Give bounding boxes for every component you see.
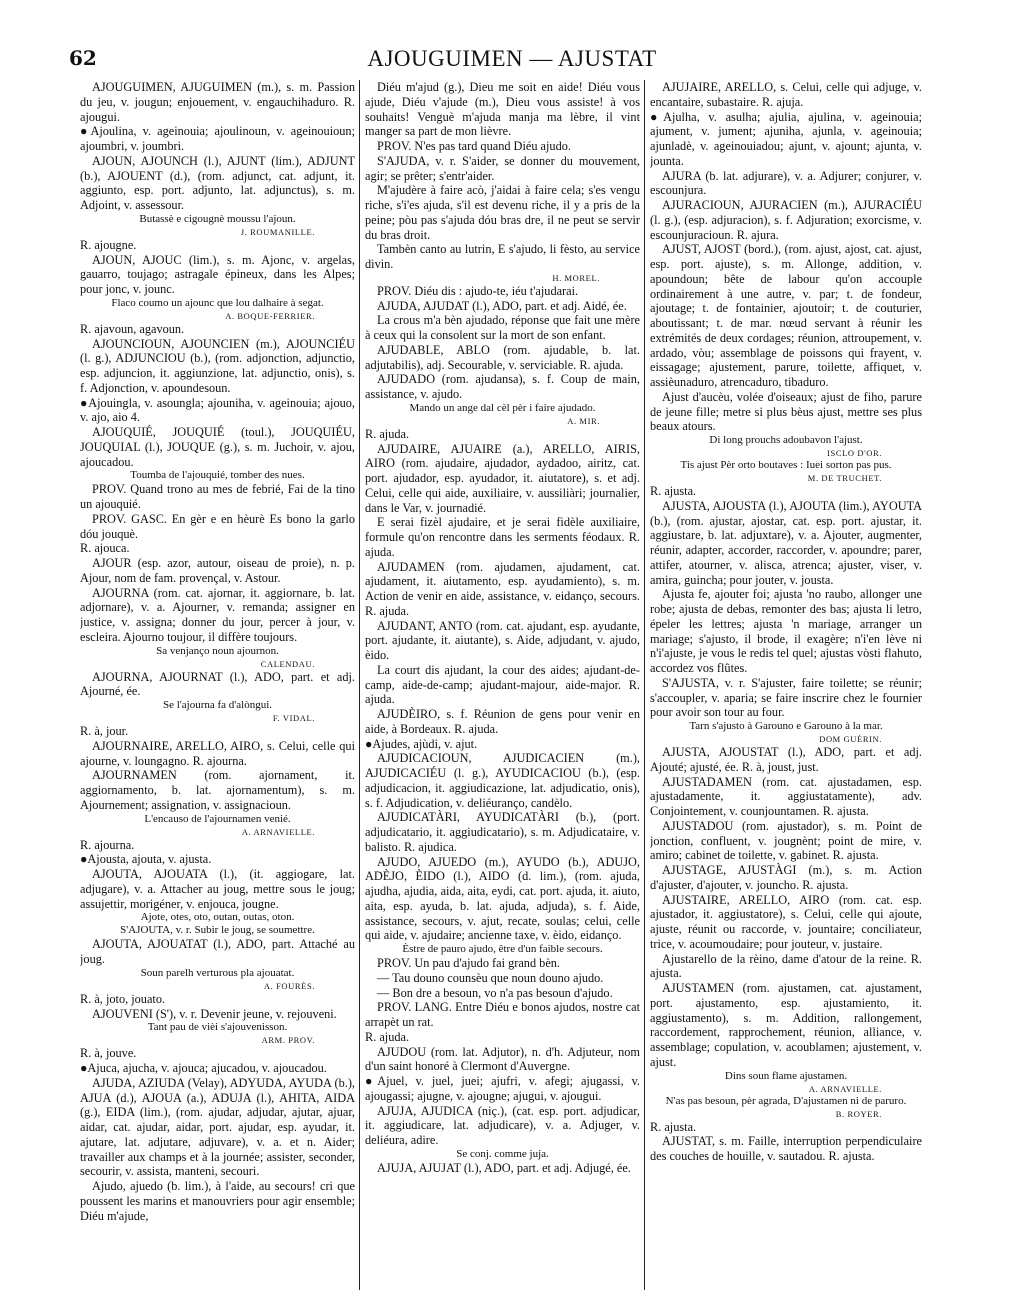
dictionary-entry: AJUDAMEN (rom. ajudamen, ajudament, cat. ajudament, it. aiutamento, esp. ayudamiento), s. m. Action de venir en aide, assistance, v. eidanço, secours. R. ajuda. xyxy=(365,559,640,618)
dictionary-entry: AJOUTA, AJOUATA (l.), (it. aggiogare, lat. adjugare), v. a. Attacher au joug, mettre sous le joug; assujettir, morigéner, v. enjouca, jougne. xyxy=(80,867,355,911)
citation-verse: Se conj. comme juja. xyxy=(456,1147,549,1160)
dictionary-entry: AJUDA, AJUDAT (l.), ADO, part. et adj. Aidé, ée. xyxy=(377,298,627,313)
citation-attribution: A. BOQUE-FERRIER. xyxy=(225,310,315,321)
dictionary-entry: R. ajavoun, agavoun. xyxy=(80,321,185,336)
dictionary-entry: AJUSTADAMEN (rom. cat. ajustadamen, esp. ajustadamente, it. aggiustatamente), adv. Conjointement, v. counjountamen. R. ajusta. xyxy=(650,774,922,818)
dictionary-entry: La court dis ajudant, la cour des aides; ajudant-de-camp, aide-de-camp; ajudant-majour, aide-major. R. ajuda. xyxy=(365,662,640,707)
citation-verse: L'encauso de l'ajournamen venié. xyxy=(144,812,291,825)
citation-verse: Soun parelh verturous pla ajouatat. xyxy=(140,966,295,979)
citation-attribution: J. ROUMANILLE. xyxy=(240,226,315,237)
citation-verse: Se l'ajourna fa d'alòngui. xyxy=(162,699,273,711)
column-rule-1 xyxy=(359,80,360,1290)
citation-verse: Di long prouchs adoubavon l'ajust. xyxy=(709,434,863,446)
citation-verse: Dins soun flame ajustamen. xyxy=(724,1069,848,1082)
dictionary-entry: PROV. N'es pas tard quand Diéu ajudo. xyxy=(377,139,571,153)
dictionary-entry: AJUDANT, ANTO (rom. cat. ajudant, esp. ayudante, port. ajudante, it. aiutante), s. Aide, adjudant, v. ajudo, èido. xyxy=(365,618,640,662)
citation-attribution: ISCLO D'OR. xyxy=(827,448,882,458)
citation-attribution: DOM GUÉRIN. xyxy=(819,734,882,744)
dictionary-entry: AJUDO, AJUEDO (m.), AYUDO (b.), ADUJO, ADÈJO, ÈIDO (l.), AIDO (d. lim.), (rom. ajuda, ajudha, ajudia, aida, aita, eydi, cat. port. ajuda, it. aiuto, aita, esp. ayuda, b. lat. ajuda, adjuda), s. f. Aide, assistance, secours, v. ajut, recate, soulas; celui, celle qui aide, v. ajudaire; ancienne taxe, v. èido, eidanço. xyxy=(365,854,640,943)
dictionary-entry: AJOUN, AJOUNCH (l.), AJUNT (lim.), ADJUNT (b.), AJOUENT (d.), (rom. adjunct, cat. adjunt, it. aggiunto, esp. port. adjunto, lat. adjunctus), s. m. Adjoint, v. assessour. xyxy=(80,153,355,212)
citation-attribution: ARM. PROV. xyxy=(261,1035,315,1046)
dictionary-entry: R. ajusta. xyxy=(650,1119,697,1134)
citation-verse: Butassè e cigougnè moussu l'ajoun. xyxy=(139,212,296,225)
dictionary-entry: Ajusta fe, ajouter foi; ajusta 'no raubo, allonger une robe; ajusta de debas, remonter des bas; ajusta li letro, épeler les lettres; ajusta 'n mariage, arranger un mariage; s'ajusto, il brode, il exagère; n'i'en lève ni n'i'ajuste, je vous le redis tel quel; ajustas vòsti flahuto, accordez vos flûtes. xyxy=(650,587,922,675)
dictionary-entry: Ajudo, ajuedo (b. lim.), à l'aide, au secours! cri que poussent les marins et manouvriers pour agir ensemble; Diéu m'ajude, xyxy=(80,1179,355,1223)
dictionary-entry: — Bon dre a besoun, vo n'a pas besoun d'ajudo. xyxy=(377,985,613,1000)
dictionary-entry: S'AJUSTA, v. r. S'ajuster, faire toilette; se réunir; s'accoupler, v. aparia; se faire inscrire chez le fournier pour avoir son tour au four. xyxy=(650,675,922,720)
dictionary-entry: AJUSTAGE, AJUSTÀGI (m.), s. m. Action d'ajuster, d'ajouter, v. jouncho. R. ajusta. xyxy=(650,863,922,892)
citation-verse: Ajote, otes, oto, outan, outas, oton. xyxy=(140,911,295,924)
citation-attribution: B. ROYER. xyxy=(835,1108,882,1119)
citation-attribution: A. FOURÈS. xyxy=(263,980,315,991)
dictionary-entry: PROV. Diéu dis : ajudo-te, iéu t'ajudarai. xyxy=(377,283,579,298)
citation-attribution: F. VIDAL. xyxy=(272,713,315,723)
citation-verse: Tant pau de vièi s'ajouvenisson. xyxy=(147,1021,288,1034)
column-2 xyxy=(365,80,640,1290)
citation-attribution: H. MOREL. xyxy=(552,272,600,283)
dictionary-entry: PROV. Un pau d'ajudo fai grand bèn. xyxy=(377,956,560,970)
dictionary-entry: AJUJA, AJUDICA (niç.), (cat. esp. port. adjudicar, it. aggiudicare, lat. adjudicare), v. a. Adjuger, v. deliéura, adire. xyxy=(365,1103,640,1147)
dictionary-entry: PROV. GASC. En gèr e en hèurè Es bono la garlo dóu jouquè. xyxy=(80,511,355,541)
dictionary-entry: R. ajourna. xyxy=(80,837,135,852)
dictionary-entry: M'ajudère à faire acò, j'aidai à faire cela; s'es vengu riche, s'i'es ajuda, s'il est devenu riche, il y a pris de la peine; pòu pas s'ajuda dóu bras dre, il ne peut se servir du bras droit. xyxy=(365,183,640,242)
dictionary-entry: PROV. LANG. Entre Diéu e bonos ajudos, nostre cat arrapèt un rat. xyxy=(365,1000,640,1029)
dictionary-entry: Ajust d'aucèu, volée d'oiseaux; ajust de fiho, parure de jeune fille; metre si plus bèus ajust, mettre ses plus beaux atours. xyxy=(650,389,922,434)
dictionary-entry: ●Ajousta, ajouta, v. ajusta. xyxy=(80,852,212,867)
citation-verse: Mando un ange dal cèl pèr i faire ajudado. xyxy=(409,401,596,414)
dictionary-entry: AJUDICACIOUN, AJUDICACIEN (m.), AJUDICACIÉU (l. g.), AYUDICACIOU (b.), (esp. adjudicacion, it. aggiudicazione, lat. adjudicatio, onis), s. f. Adjudication, v. deliéuranço, candèlo. xyxy=(365,751,640,810)
citation-verse: Toumba de l'ajouquié, tomber des nues. xyxy=(130,469,305,482)
dictionary-entry: AJUJA, AJUJAT (l.), ADO, part. et adj. Adjugé, ée. xyxy=(377,1160,631,1175)
dictionary-entry: AJUSTA, AJOUSTA (l.), AJOUTA (lim.), AYOUTA (b.), (rom. ajustar, ajostar, cat. esp. port. ajustar, it. aggiustare, b. lat. adjuxtare), v. a. Ajouter, augmenter, réunir, adapter, accorder, raccorder, v. apoundre; parer, attifer, atourner, v. alisca, atrenca; ajuster, viser, v. amira, guincha; pour jouter, v. jousta. xyxy=(650,498,922,587)
dictionary-entry: R. à, joto, jouato. xyxy=(80,991,166,1006)
dictionary-entry: AJUDADO (rom. ajudansa), s. f. Coup de main, assistance, v. ajudo. xyxy=(365,372,640,401)
dictionary-entry: R. ajuda. xyxy=(365,426,410,441)
dictionary-entry: AJUDOU (rom. lat. Adjutor), n. d'h. Adjuteur, nom d'un saint honoré à Clermont d'Auvergne. xyxy=(365,1044,640,1074)
citation-attribution: M. DE TRUCHET. xyxy=(807,473,882,483)
dictionary-entry: AJUDÈIRO, s. f. Réunion de gens pour venir en aide, à Bordeaux. R. ajuda. xyxy=(365,707,640,736)
dictionary-entry: Diéu m'ajud (g.), Dieu me soit en aide! Diéu vous ajude, Diéu v'ajude (m.), Dieu vous assiste! à vos souhaits! Venguè m'ajuda manja ma lèbre, il vint manger sa part de mon lièvre. xyxy=(365,80,640,139)
dictionary-entry: AJOUVENI (S'), v. r. Devenir jeune, v. rejouveni. xyxy=(92,1006,337,1021)
dictionary-entry: R. ajuda. xyxy=(365,1029,410,1044)
dictionary-entry: AJOUTA, AJOUATAT (l.), ADO, part. Attaché au joug. xyxy=(80,937,355,966)
dictionary-entry: Ajustarello de la rèino, dame d'atour de la reine. R. ajusta. xyxy=(650,951,922,981)
dictionary-entry: ●Ajulha, v. asulha; ajulia, ajulina, v. ageinouia; ajument, v. jument; ajuniha, ajunla, v. ageinouia; ajunladè, v. ageinouiadou; ajunt, v. ajount; ajunta, v. jounta. xyxy=(650,109,922,168)
dictionary-entry: AJUSTAIRE, ARELLO, AIRO (rom. cat. esp. ajustador, it. aggiustatore), s. Celui, celle qui ajoute, ajuste, réunit ou raccorde, v. jountaire; conciliateur, trice, v. acoumoudaire; pour jouteur, v. justaire. xyxy=(650,892,922,951)
dictionary-entry: Tambèn canto au lutrin, E s'ajudo, li fèsto, au service divin. xyxy=(365,242,640,271)
citation-attribution: CALENDAU. xyxy=(260,658,315,669)
dictionary-entry: AJUSTAT, s. m. Faille, interruption perpendiculaire des couches de houille, v. sautadou. R. ajusta. xyxy=(650,1134,922,1163)
running-head: AJOUGUIMEN — AJUSTAT xyxy=(367,46,657,71)
dictionary-entry: AJOURNAMEN (rom. ajornament, it. aggiornamento, b. lat. ajornamentum), s. m. Ajournement; assignation, v. assignacioun. xyxy=(80,768,355,812)
dictionary-entry: ●Ajudes, ajùdi, v. ajut. xyxy=(365,736,478,751)
dictionary-entry: AJUDA, AZIUDA (Velay), ADYUDA, AYUDA (b.), AJUA (d.), AJOUA (a.), ADUJA (l.), AHITA, AIDA (g.), EIDA (lim.), (rom. ajudar, adjudar, ajutar, ajuar, aidar, cat. ajudar, aidar, port. ajudar, esp. ayudar, it. ajutare, lat. adjutare, adjuvare), v. a. et n. Aider; travailler aux champs et à la journée; assister, seconder, secourir, v. assista, manteni, secouri. xyxy=(80,1075,355,1179)
dictionary-entry: AJOURNA, AJOURNAT (l.), ADO, part. et adj. Ajourné, ée. xyxy=(80,669,355,699)
dictionary-entry: R. à, jour. xyxy=(80,724,129,738)
dictionary-entry: AJUDABLE, ABLO (rom. ajudable, b. lat. adjutabilis), adj. Secourable, v. serviciable. R. ajuda. xyxy=(365,342,640,372)
citation-verse: Sa venjanço noun ajournon. xyxy=(156,644,279,657)
dictionary-entry: R. ajouca. xyxy=(80,541,130,556)
dictionary-entry: R. ajusta. xyxy=(650,484,697,498)
page-number: 62 xyxy=(69,46,97,70)
dictionary-entry: AJUSTADOU (rom. ajustador), s. m. Point de jonction, confluent, v. jougnènt; point de mire, v. amiro; cabinet de toilette, v. gabinet. R. ajusta. xyxy=(650,818,922,863)
dictionary-entry: AJUST, AJOST (bord.), (rom. ajust, ajost, cat. ajust, esp. port. ajuste), s. m. Allonge, addition, v. apoundoun; bête de labour qu'on accouple ordinairement à une autre, v. par; t. de fondeur, ajoutage; t. de fontainier, ajoutoir; t. de couturier, aboutissant; t. de mar. nœud servant à réunir les extrémités de deux cordages; réunion, attroupement, v. ardado, vòu; assemblage de poissons qui frayent, v. eissagage; ajustement, parure, toilette, affiquet, v. assièunaduro, atrencaduro, tibaduro. xyxy=(650,242,922,389)
dictionary-entry: AJOUQUIÉ, JOUQUIÉ (toul.), JOUQUIÉU, JOUQUIAL (l.), JOUQUE (g.), s. m. Juchoir, v. ajou, ajoucadou. xyxy=(80,425,355,469)
dictionary-entry: AJOUGUIMEN, AJUGUIMEN (m.), s. m. Passion du jeu, v. jougun; enjouement, v. engauchihaduro. R. ajougui. xyxy=(80,80,355,124)
dictionary-entry: AJOUNCIOUN, AJOUNCIEN (m.), AJOUNCIÉU (l. g.), ADJUNCIOU (b.), (rom. adjonction, adjunctio, esp. adjuncion, it. aggiunzione, lat. adjunctio, onis), s. f. Adjonction, v. apoundesoun. xyxy=(80,336,355,395)
citation-verse: Tarn s'ajusto à Garouno e Garouno à la mar. xyxy=(689,720,883,732)
dictionary-entry: E serai fizèl ajudaire, et je serai fidèle auxiliaire, formule qu'on rencontre dans les serments féodaux. R. ajuda. xyxy=(365,515,640,559)
citation-attribution: A. ARNAVIELLE. xyxy=(241,826,315,837)
citation-verse: Èstre de pauro ajudo, être d'un faible secours. xyxy=(402,943,603,955)
citation-attribution: A. ARNAVIELLE. xyxy=(808,1083,882,1094)
dictionary-entry: AJURACIOUN, AJURACIEN (m.), AJURACIÉU (l. g.), (esp. adjuracion), s. f. Adjuration; exorcisme, v. escounjuracioun. R. ajura. xyxy=(650,198,922,242)
dictionary-entry: R. ajougne. xyxy=(80,237,137,252)
dictionary-entry: AJOUR (esp. azor, autour, oiseau de proie), n. p. Ajour, nom de fam. provençal, v. Astour. xyxy=(80,556,355,585)
dictionary-entry: AJUDAIRE, AJUAIRE (a.), ARELLO, AIRIS, AIRO (rom. ajudaire, ajudador, aydadoo, airitz, cat. port. ajudador, esp. ayudador, it. aiutatore), s. et adj. Celui, celle qui aide, auxiliaire, v. aussiliàri; journalier, dans le Var, v. journadié. xyxy=(365,441,640,515)
dictionary-entry: — Tau douno counsèu que noun douno ajudo. xyxy=(377,970,604,985)
dictionary-entry: AJOURNAIRE, ARELLO, AIRO, s. Celui, celle qui ajourne, v. loungagno. R. ajourna. xyxy=(80,738,355,768)
dictionary-entry: AJUDICATÀRI, AYUDICATÀRI (b.), (port. adjudicatario, it. aggiudicatario), s. m. Adjudicataire, v. balisto. R. ajudica. xyxy=(365,810,640,854)
dictionary-entry: R. à, jouve. xyxy=(80,1046,137,1061)
dictionary-entry: AJOURNA (rom. cat. ajornar, it. aggiornare, b. lat. adjornare), v. a. Ajourner, v. remanda; assigner en justice, v. assigna; donner du jour, percer à jour, v. escleira. Ajourno toujour, il diffère toujours. xyxy=(80,585,355,644)
dictionary-entry: PROV. Quand trono au mes de febrié, Fai de la tino un ajouquié. xyxy=(80,482,355,511)
dictionary-entry: AJURA (b. lat. adjurare), v. a. Adjurer; conjurer, v. escounjura. xyxy=(650,168,922,198)
column-rule-2 xyxy=(644,80,645,1290)
dictionary-entry: AJUSTAMEN (rom. ajustamen, cat. ajustament, port. ajustamento, esp. ajustamiento, it. aggiustamento), s. m. Addition, rallongement, raccordement, rapprochement, réunion, alliance, v. assemblage; copulation, v. acoublamen; ajustement, v. ajust. xyxy=(650,981,922,1069)
dictionary-entry: S'AJUDA, v. r. S'aider, se donner du mouvement, agir; se prêter; s'entr'aider. xyxy=(365,153,640,183)
citation-verse: N'as pas besoun, pèr agrada, D'ajustamen ni de paruro. xyxy=(665,1094,907,1107)
dictionary-entry: AJUSTA, AJOUSTAT (l.), ADO, part. et adj. Ajouté; ajusté, ée. R. à, joust, just. xyxy=(650,745,922,774)
dictionary-entry: AJUJAIRE, ARELLO, s. Celui, celle qui adjuge, v. encantaire, subastaire. R. ajuja. xyxy=(650,80,922,109)
citation-verse: S'AJOUTA, v. r. Subir le joug, se soumettre. xyxy=(120,924,315,937)
dictionary-entry: ●Ajuca, ajucha, v. ajouca; ajucadou, v. ajoucadou. xyxy=(80,1061,327,1075)
citation-attribution: A. MIR. xyxy=(567,415,600,426)
citation-verse: Flaco coumo un ajounc que lou dalhaire à segat. xyxy=(111,296,324,309)
column-1 xyxy=(80,80,355,1290)
dictionary-entry: ●Ajoulina, v. ageinouia; ajoulinoun, v. ageinouioun; ajoumbri, v. joumbri. xyxy=(80,124,355,153)
column-3 xyxy=(650,80,922,1290)
dictionary-entry: ●Ajouingla, v. asoungla; ajouniha, v. ageinouia; ajouo, v. ajo, aio 4. xyxy=(80,395,355,425)
dictionary-entry: AJOUN, AJOUC (lim.), s. m. Ajonc, v. argelas, gauarro, toujago; astragale épineux, dans les Alpes; pour jonc, v. jounc. xyxy=(80,252,355,296)
dictionary-entry: La crous m'a bèn ajudado, réponse que fait une mère à ceux qui la consolent sur la mort de son enfant. xyxy=(365,313,640,342)
citation-verse: Tis ajust Pèr orto boutaves : Iuei sorton pas pus. xyxy=(680,459,892,471)
dictionary-entry: ●Ajuel, v. juel, juei; ajufri, v. afegi; ajugassi, v. ajougassi; ajugne, v. ajougne; ajugui, v. ajougui. xyxy=(365,1074,640,1103)
